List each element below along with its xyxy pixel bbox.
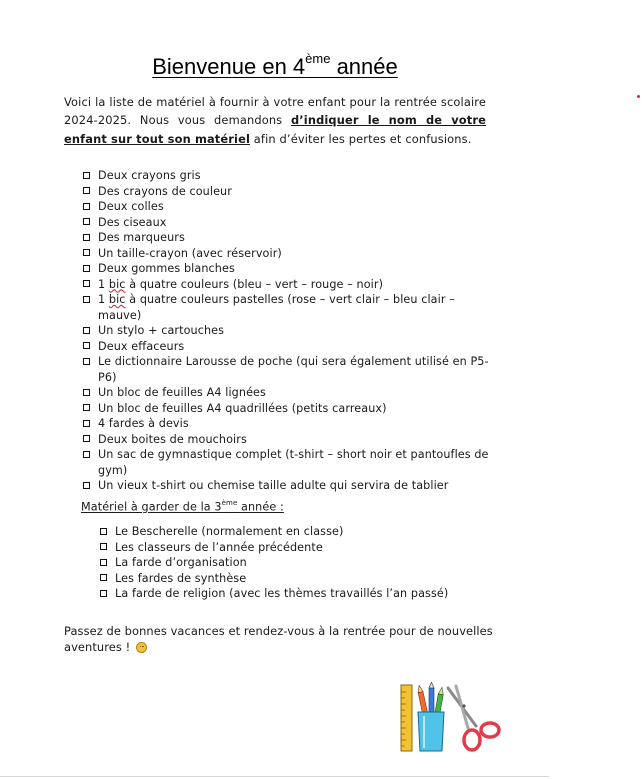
list-item: Le Bescherelle (normalement en classe) xyxy=(99,524,499,540)
checkbox-icon xyxy=(83,420,90,427)
closing-paragraph xyxy=(64,624,494,655)
keep-section-title: Matériel à garder de la 3ème année : xyxy=(81,499,284,514)
checkbox-icon xyxy=(83,187,90,194)
title-prefix: Bienvenue en 4 xyxy=(152,54,306,80)
supply-list xyxy=(82,168,492,494)
checkbox-icon xyxy=(83,249,90,256)
title-superscript: ème xyxy=(305,51,331,66)
checkbox-icon xyxy=(100,528,107,535)
list-item: Un stylo + cartouches xyxy=(82,323,492,339)
checkbox-icon xyxy=(100,559,107,566)
checkbox-icon xyxy=(83,280,90,287)
list-item: Des crayons de couleur xyxy=(82,184,492,200)
list-item: Un bloc de feuilles A4 quadrillées (petits carreaux) xyxy=(82,401,492,417)
checkbox-icon xyxy=(83,389,90,396)
list-item: Deux effaceurs xyxy=(82,339,492,355)
list-item: Un vieux t-shirt ou chemise taille adulte qui servira de tablier xyxy=(82,478,492,494)
checkbox-icon xyxy=(83,218,90,225)
list-item: Un bloc de feuilles A4 lignées xyxy=(82,385,492,401)
spellcheck-word: bic xyxy=(108,277,126,291)
smiley-icon xyxy=(136,642,147,653)
page-title xyxy=(0,51,550,80)
checkbox-icon xyxy=(83,234,90,241)
list-item: Deux gommes blanches xyxy=(82,261,492,277)
school-supplies-clipart xyxy=(398,682,504,754)
intro-emphasis: d’indiquer le nom de votre enfant sur tout son matériel xyxy=(64,113,486,146)
checkbox-icon xyxy=(83,342,90,349)
checkbox-icon xyxy=(83,358,90,365)
checkbox-icon xyxy=(83,404,90,411)
closing-text: Passez de bonnes vacances et rendez-vous à la rentrée pour de nouvelles aventures ! xyxy=(64,624,493,654)
list-item: Deux crayons gris xyxy=(82,168,492,184)
list-item: 1 bic à quatre couleurs (bleu – vert – rouge – noir) xyxy=(82,277,492,293)
title-suffix: année xyxy=(330,54,398,80)
checkbox-icon xyxy=(83,296,90,303)
list-item: Deux boites de mouchoirs xyxy=(82,432,492,448)
list-item: Des marqueurs xyxy=(82,230,492,246)
list-item: 4 fardes à devis xyxy=(82,416,492,432)
checkbox-icon xyxy=(83,327,90,334)
list-item: La farde de religion (avec les thèmes travaillés l’an passé) xyxy=(99,586,499,602)
page-bottom-edge xyxy=(0,776,549,777)
spellcheck-word: bic xyxy=(108,293,126,306)
checkbox-icon xyxy=(100,574,107,581)
intro-text-2: afin d’éviter les pertes et confusions. xyxy=(250,131,472,146)
checkbox-icon xyxy=(83,451,90,458)
checkbox-icon xyxy=(83,203,90,210)
checkbox-icon xyxy=(83,265,90,272)
list-item: Les classeurs de l’année précédente xyxy=(99,540,499,556)
list-item: Les fardes de synthèse xyxy=(99,571,499,587)
checkbox-icon xyxy=(83,435,90,442)
checkbox-icon xyxy=(83,172,90,179)
checkbox-icon xyxy=(100,590,107,597)
margin-mark xyxy=(637,95,640,98)
item-number: 1 xyxy=(98,293,106,306)
list-item: La farde d’organisation xyxy=(99,555,499,571)
list-item: Des ciseaux xyxy=(82,215,492,231)
list-item: Un taille-crayon (avec réservoir) xyxy=(82,246,492,262)
item-number: 1 xyxy=(98,277,106,291)
list-item: Deux colles xyxy=(82,199,492,215)
keep-list xyxy=(99,524,499,602)
checkbox-icon xyxy=(83,482,90,489)
list-item: Un sac de gymnastique complet (t-shirt – short noir et pantoufles de gym) xyxy=(82,447,492,478)
list-item: 1 bic à quatre couleurs pastelles (rose – vert clair – bleu clair – mauve) xyxy=(82,292,492,323)
list-item: Le dictionnaire Larousse de poche (qui sera également utilisé en P5-P6) xyxy=(82,354,492,385)
checkbox-icon xyxy=(100,543,107,550)
intro-paragraph xyxy=(64,93,486,148)
intro-text-1: Voici la liste de matériel à fournir à votre enfant pour la rentrée scolaire 2024-2025. Nous vous demandons xyxy=(64,95,486,128)
